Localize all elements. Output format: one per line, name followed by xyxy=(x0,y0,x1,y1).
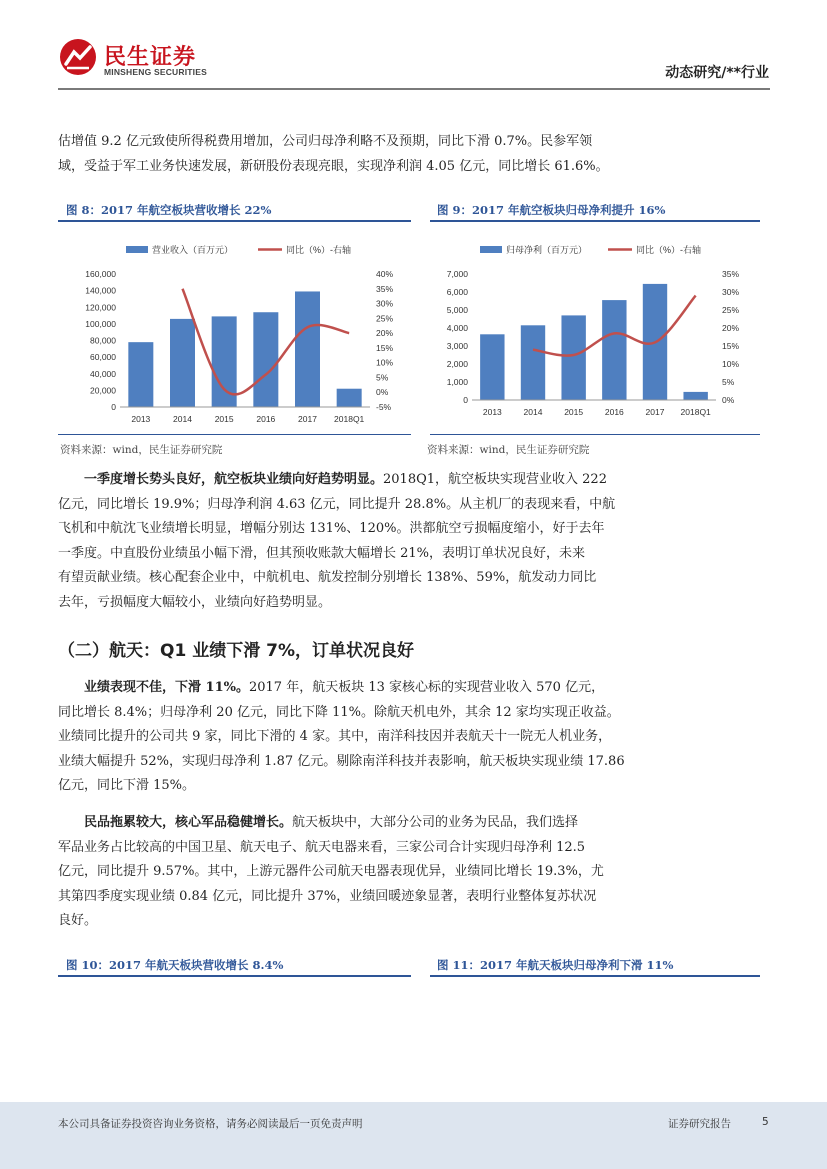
text-line: 一季度。中直股份业绩虽小幅下滑，但其预收账款大幅增长 21%，表明订单状况良好，未来 xyxy=(58,545,586,561)
y2-axis-tick-label: -5% xyxy=(376,402,392,412)
y2-axis-tick-label: 40% xyxy=(376,269,394,279)
paragraph-lead: 民品拖累较大，核心军品稳健增长。 xyxy=(84,815,293,830)
text-line: 同比增长 8.4%；归母净利 20 亿元，同比下降 11%。除航天机电外，其余 12 家均实现正收益。 xyxy=(58,704,620,720)
y2-axis-tick-label: 35% xyxy=(376,283,394,294)
y-axis-tick-label: 120,000 xyxy=(85,302,116,313)
y2-axis-tick-label: 30% xyxy=(722,287,740,297)
x-axis-tick-label: 2017 xyxy=(645,407,665,417)
bar xyxy=(480,334,504,400)
y-axis-tick-label: 40,000 xyxy=(90,368,116,379)
y-axis-tick-label: 1,000 xyxy=(446,377,468,387)
x-axis-tick-label: 2015 xyxy=(564,407,584,417)
text-line: 2018Q1，航空板块实现营业收入 222 xyxy=(383,472,607,487)
y-axis-tick-label: 140,000 xyxy=(85,285,116,296)
text-line: 飞机和中航沈飞业绩增长明显，增幅分别达 131%、120%。洪都航空亏损幅度缩小，好于去年 xyxy=(58,521,605,536)
y-axis-tick-label: 7,000 xyxy=(446,269,468,279)
bar xyxy=(521,325,545,400)
bar xyxy=(170,319,195,407)
source-note-right: 资料来源：wind，民生证券研究院 xyxy=(427,444,590,456)
legend-bar-swatch xyxy=(480,246,502,253)
logo-english-name: MINSHENG SECURITIES xyxy=(104,67,207,77)
header-divider xyxy=(58,88,770,90)
y2-axis-tick-label: 35% xyxy=(722,269,740,279)
y2-axis-tick-label: 10% xyxy=(376,357,394,368)
text-line: 亿元，同比提升 9.57%。其中，上游元器件公司航天电器表现优异，业绩同比增长 19.3%，尤 xyxy=(58,864,604,879)
figure-8-title: 图 8：2017 年航空板块营收增长 22% xyxy=(66,203,272,217)
chart-aviation-revenue xyxy=(58,224,414,434)
text-line: 业绩同比提升的公司共 9 家，同比下滑的 4 家。其中，南洋科技因并表航天十一院无人机业务， xyxy=(58,729,612,744)
y2-axis-tick-label: 0% xyxy=(722,395,735,405)
minsheng-logo-icon xyxy=(58,38,98,76)
y-axis-tick-label: 0 xyxy=(463,395,468,405)
logo-chinese-name: 民生证券 xyxy=(104,45,197,70)
y-axis-tick-label: 4,000 xyxy=(446,323,468,333)
figure-11-title: 图 11：2017 年航天板块归母净利下滑 11% xyxy=(437,958,674,972)
y2-axis-tick-label: 15% xyxy=(722,341,740,351)
paragraph-intro xyxy=(58,130,770,179)
y-axis-tick-label: 160,000 xyxy=(85,269,116,279)
y-axis-tick-label: 2,000 xyxy=(446,359,468,369)
bar xyxy=(561,315,585,400)
legend-line-label: 同比（%）-右轴 xyxy=(636,245,701,255)
text-line: 航天板块中，大部分公司的业务为民品，我们选择 xyxy=(292,815,579,830)
x-axis-tick-label: 2017 xyxy=(298,414,317,424)
x-axis-tick-label: 2014 xyxy=(523,407,543,417)
x-axis-tick-label: 2016 xyxy=(256,414,276,424)
x-axis-tick-label: 2016 xyxy=(604,407,624,417)
y-axis-tick-label: 3,000 xyxy=(446,341,468,351)
footer-band xyxy=(0,1102,827,1169)
text-line: 估增值 9.2 亿元致使所得税费用增加，公司归母净利略不及预期，同比下滑 0.7%。民参军领 xyxy=(58,134,593,149)
text-line: 军品业务占比较高的中国卫星、航天电子、航天电器来看，三家公司合计实现归母净利 12.5 xyxy=(58,839,586,855)
y2-axis-tick-label: 20% xyxy=(376,328,394,339)
y2-axis-tick-label: 15% xyxy=(376,342,394,353)
y-axis-tick-label: 100,000 xyxy=(85,318,116,329)
figure-9-rule xyxy=(430,220,760,222)
text-line: 业绩大幅提升 52%，实现归母净利 1.87 亿元。剔除南洋科技并表影响，航天板块实现业绩 17.86 xyxy=(58,753,625,769)
y-axis-tick-label: 5,000 xyxy=(446,305,468,315)
y-axis-tick-label: 20,000 xyxy=(90,385,116,396)
y2-axis-tick-label: 5% xyxy=(376,372,389,383)
y2-axis-tick-label: 25% xyxy=(376,313,394,324)
text-line: 其第四季度实现业绩 0.84 亿元，同比提升 37%，业绩回暖迹象显著，表明行业整体复苏状况 xyxy=(58,888,597,904)
y-axis-tick-label: 0 xyxy=(111,402,116,412)
y2-axis-tick-label: 30% xyxy=(376,298,394,309)
legend-bar-label: 营业收入（百万元） xyxy=(152,245,234,255)
figure-10-rule xyxy=(58,975,411,977)
paragraph-q1-aviation xyxy=(58,468,770,615)
x-axis-tick-label: 2014 xyxy=(173,414,192,424)
y2-axis-tick-label: 20% xyxy=(722,323,740,333)
x-axis-tick-label: 2015 xyxy=(214,414,234,424)
text-line: 良好。 xyxy=(58,913,98,928)
section-heading-aerospace: （二）航天：Q1 业绩下滑 7%，订单状况良好 xyxy=(58,641,414,661)
y2-axis-tick-label: 0% xyxy=(376,387,389,398)
bar xyxy=(128,342,153,407)
paragraph-aerospace-performance xyxy=(58,676,770,799)
y-axis-tick-label: 6,000 xyxy=(446,287,468,297)
figure-8-bottom-rule xyxy=(58,434,411,435)
y-axis-tick-label: 80,000 xyxy=(90,335,116,346)
text-line: 2017 年，航天板块 13 家核心标的实现营业收入 570 亿元， xyxy=(248,680,605,695)
bar xyxy=(337,389,362,407)
page-number: 5 xyxy=(762,1116,769,1128)
figure-10-title: 图 10：2017 年航天板块营收增长 8.4% xyxy=(66,958,284,972)
x-axis-tick-label: 2018Q1 xyxy=(334,414,365,424)
y2-axis-tick-label: 5% xyxy=(722,377,735,387)
text-line: 去年，亏损幅度大幅较小，业绩向好趋势明显。 xyxy=(58,594,332,610)
figure-9-bottom-rule xyxy=(430,434,760,435)
bar xyxy=(683,392,707,400)
text-line: 有望贡献业绩。核心配套企业中，中航机电、航发控制分别增长 138%、59%，航发动力同比 xyxy=(58,570,597,585)
legend-bar-swatch xyxy=(126,246,148,253)
text-line: 亿元，同比增长 19.9%；归母净利润 4.63 亿元，同比提升 28.8%。从主机厂的表现来看，中航 xyxy=(58,496,616,512)
x-axis-tick-label: 2013 xyxy=(482,407,502,417)
bar xyxy=(253,312,278,407)
y2-axis-tick-label: 10% xyxy=(722,359,740,369)
bar xyxy=(295,291,320,407)
text-line: 亿元，同比下滑 15%。 xyxy=(58,778,196,793)
figure-9-title: 图 9：2017 年航空板块归母净利提升 16% xyxy=(437,203,666,217)
figure-8-rule xyxy=(58,220,411,222)
y-axis-tick-label: 60,000 xyxy=(90,352,116,363)
paragraph-lead: 业绩表现不佳，下滑 11%。 xyxy=(84,680,249,695)
y2-axis-tick-label: 25% xyxy=(722,305,740,315)
legend-bar-label: 归母净利（百万元） xyxy=(506,245,588,255)
figure-11-rule xyxy=(430,975,760,977)
report-type: 动态研究/**行业 xyxy=(665,65,769,81)
footer-disclaimer: 本公司具备证券投资咨询业务资格，请务必阅读最后一页免责声明 xyxy=(58,1118,363,1130)
x-axis-tick-label: 2013 xyxy=(131,414,151,424)
paragraph-lead: 一季度增长势头良好，航空板块业绩向好趋势明显。 xyxy=(84,472,384,487)
text-line: 域，受益于军工业务快速发展，新研股份表现亮眼，实现净利润 4.05 亿元，同比增长 61.6%。 xyxy=(58,158,609,174)
footer-report-label: 证券研究报告 xyxy=(668,1118,731,1130)
paragraph-military-products xyxy=(58,811,770,934)
x-axis-tick-label: 2018Q1 xyxy=(680,407,711,417)
chart-aviation-net-profit xyxy=(430,224,760,434)
legend-line-label: 同比（%）-右轴 xyxy=(286,245,351,255)
bar xyxy=(602,300,626,400)
source-note-left: 资料来源：wind，民生证券研究院 xyxy=(60,444,223,456)
